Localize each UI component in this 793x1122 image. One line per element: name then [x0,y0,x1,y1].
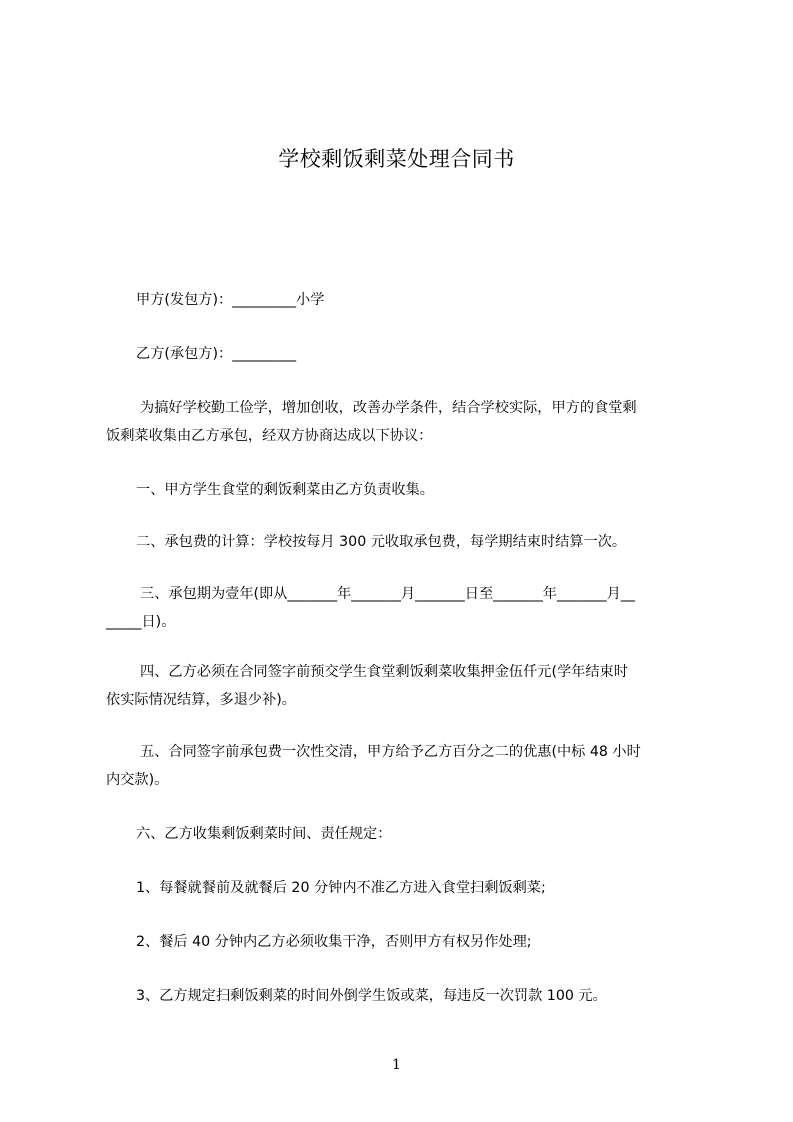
intro-line-1: 为搞好学校勤工俭学，增加创收，改善办学条件，结合学校实际，甲方的食堂剩 [140,400,637,416]
clause-5-line-2: 内交款)。 [106,772,169,788]
clause-4-line-1: 四、乙方必须在合同签字前预交学生食堂剩饭剩菜收集押金伍仟元(学年结束时 [140,664,628,680]
clause-5-line-1: 五、合同签字前承包费一次性交清，甲方给予乙方百分之二的优惠(中标 48 小时 [140,744,641,760]
clause-6-item-3: 3、乙方规定扫剩饭剩菜的时间外倒学生饭或菜，每违反一次罚款 100 元。 [136,988,607,1004]
clause-6-item-1: 1、每餐就餐前及就餐后 20 分钟内不准乙方进入食堂扫剩饭剩菜; [136,880,546,896]
page-number: 1 [392,1057,401,1073]
clause-3-line-1: 三、承包期为壹年(即从_______年_______月_______日至_______年_______月__ [140,586,636,602]
clause-2: 二、承包费的计算：学校按每月 300 元收取承包费，每学期结束时结算一次。 [136,534,627,550]
party-a-line: 甲方(发包方)：_________小学 [136,292,325,308]
clause-6-item-2: 2、餐后 40 分钟内乙方必须收集干净，否则甲方有权另作处理; [136,934,532,950]
intro-line-2: 饭剩菜收集由乙方承包，经双方协商达成以下协议： [106,428,433,444]
clause-6: 六、乙方收集剩饭剩菜时间、责任规定： [136,826,392,842]
clause-3-line-2: _____日)。 [106,614,176,630]
document-title: 学校剩饭剩菜处理合同书 [278,147,515,171]
party-b-line: 乙方(承包方)：_________ [136,346,297,362]
clause-4-line-2: 依实际情况结算，多退少补)。 [106,692,296,708]
clause-1: 一、甲方学生食堂的剩饭剩菜由乙方负责收集。 [136,482,434,498]
